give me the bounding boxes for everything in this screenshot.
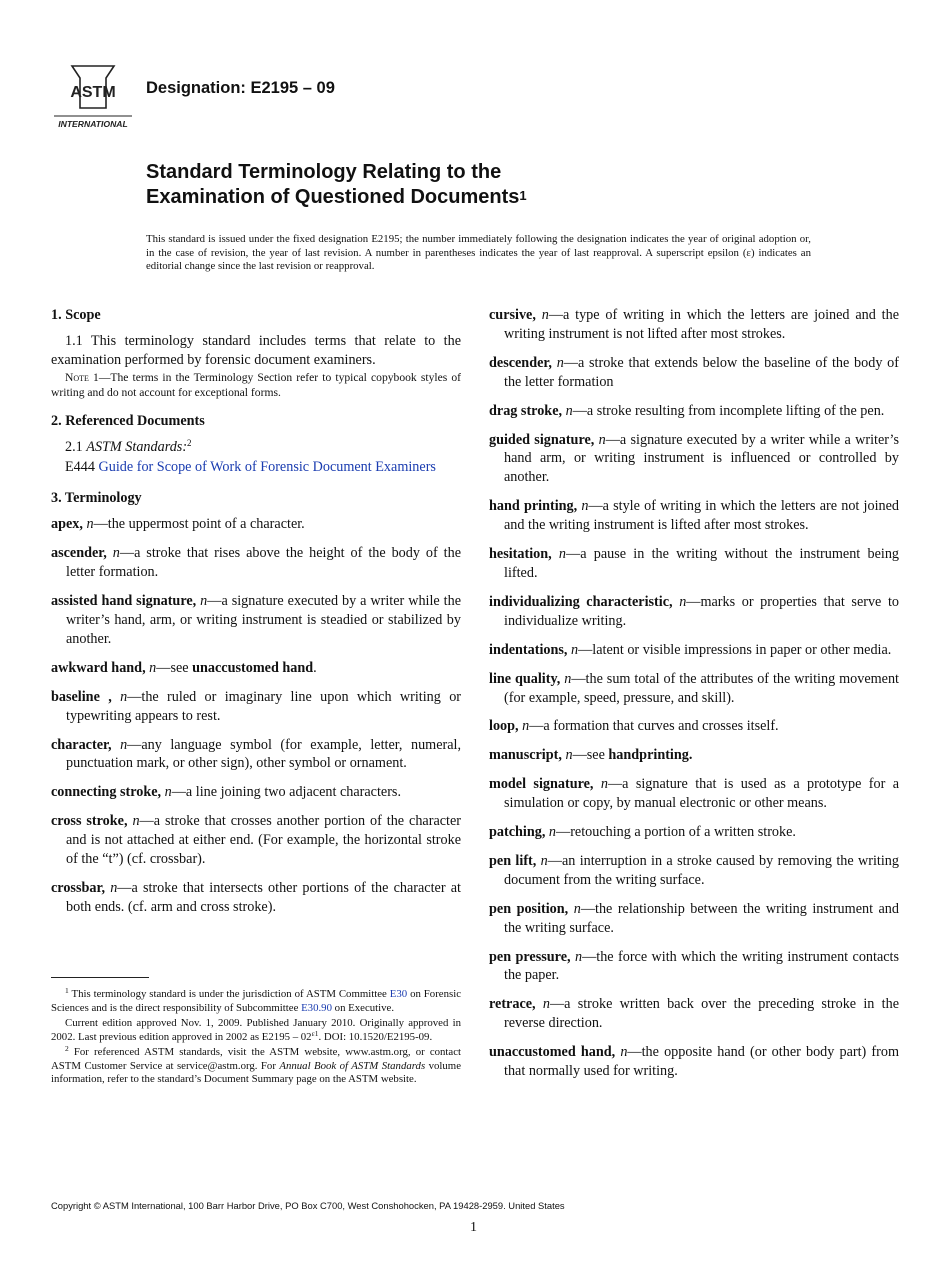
edition-sup: ε1 bbox=[311, 1028, 319, 1038]
fn2-mark: 2 bbox=[65, 1044, 69, 1053]
sub-number: 2.1 bbox=[65, 438, 83, 455]
left-column bbox=[51, 306, 461, 927]
term-entry bbox=[489, 593, 899, 631]
term-definition: —a formation that curves and crosses itself. bbox=[529, 718, 779, 735]
section-heading-terminology: 3. Terminology bbox=[51, 490, 142, 507]
copyright-line: Copyright © ASTM International, 100 Barr Harbor Drive, PO Box C700, West Conshohocken, PA 19428-2959. United States bbox=[51, 1200, 565, 1211]
term-entry bbox=[51, 736, 461, 774]
intro-paragraph: This standard is issued under the fixed designation E2195; the number immediately following the designation indicates the year of original adoption or, in the case of revision, the year of last revision. A number in parentheses indicates the year of last reapproval. A superscript epsilon (ε) indicates an editorial change since the last revision or reapproval. bbox=[146, 233, 811, 272]
term-pos: n bbox=[565, 402, 573, 419]
term-pos: n bbox=[200, 593, 208, 610]
term-entry bbox=[489, 1043, 899, 1081]
term-pos: n bbox=[620, 1044, 628, 1061]
term-entry bbox=[489, 306, 899, 344]
term-name: model signature, bbox=[489, 776, 594, 793]
term-definition: —a type of writing in which the letters are joined and the writing instrument is not lifted after most strokes. bbox=[504, 307, 900, 342]
term-definition: —see bbox=[156, 659, 193, 676]
term-name: loop, bbox=[489, 718, 519, 735]
term-pos: n bbox=[542, 996, 550, 1013]
fn1-text-a: This terminology standard is under the jurisdiction of ASTM Committee bbox=[71, 988, 390, 1000]
fn2-italic: Annual Book of ASTM Standards bbox=[279, 1059, 426, 1072]
term-name: descender, bbox=[489, 354, 552, 371]
term-pos: n bbox=[571, 641, 579, 658]
term-name: line quality, bbox=[489, 670, 561, 687]
edition-text-a: Current edition approved Nov. 1, 2009. Published January 2010. Originally approved in 2002. Last previous edition approved in 2002 as E2195 – 02 bbox=[51, 1017, 461, 1043]
term-definition: —a stroke that extends below the baseline of the body of the letter formation bbox=[504, 354, 899, 390]
section-heading-referenced: 2. Referenced Documents bbox=[51, 412, 205, 429]
term-see-reference: handprinting. bbox=[608, 747, 693, 764]
term-pos: n bbox=[541, 307, 549, 323]
note-text: —The terms in the Terminology Section refer to typical copybook styles of writing and do not account for exceptional forms. bbox=[51, 370, 461, 399]
term-pos: n bbox=[598, 431, 606, 448]
term-definition: —a stroke resulting from incomplete lifting of the pen. bbox=[572, 402, 885, 419]
term-name: individualizing characteristic, bbox=[489, 593, 673, 610]
term-definition: —a pause in the writing without the instrument being lifted. bbox=[504, 546, 900, 581]
page-number: 1 bbox=[470, 1220, 477, 1235]
logo-astm-text: ASTM bbox=[70, 84, 116, 101]
term-pos: n bbox=[573, 900, 581, 917]
term-see-reference: unaccustomed hand bbox=[192, 659, 314, 676]
term-entry bbox=[51, 659, 461, 678]
term-entry bbox=[489, 823, 899, 842]
term-entry bbox=[489, 545, 899, 583]
term-definition: —a signature executed by a writer while a writer’s hand arm, or writing instrument is influenced or controlled by another. bbox=[504, 431, 900, 486]
term-definition: —any language symbol (for example, letter, numeral, punctuation mark, or other sign), other symbol or ornament. bbox=[66, 736, 462, 772]
term-name: apex, bbox=[51, 516, 83, 533]
fn1-link-e30[interactable]: E30 bbox=[389, 988, 408, 1000]
term-pos: n bbox=[581, 498, 589, 515]
term-name: patching, bbox=[489, 824, 546, 841]
term-definition: —a stroke that rises above the height of the body of the letter formation. bbox=[66, 545, 461, 581]
footnotes bbox=[51, 988, 461, 1089]
footnote-divider bbox=[51, 977, 149, 978]
term-definition: —a line joining two adjacent characters. bbox=[171, 784, 401, 801]
term-entry bbox=[51, 592, 461, 649]
term-entry bbox=[51, 515, 461, 534]
term-definition: —the ruled or imaginary line upon which writing or typewriting appears to rest. bbox=[66, 688, 462, 724]
term-pos: n bbox=[558, 546, 567, 563]
referenced-subsection bbox=[51, 438, 461, 458]
fn1-text-b: on Forensic Sciences and is the direct responsibility of Subcommittee bbox=[51, 988, 461, 1014]
term-entry bbox=[51, 783, 461, 802]
term-name: ascender, bbox=[51, 545, 107, 562]
term-pos: n bbox=[556, 354, 564, 371]
term-definition: —a stroke written back over the preceding stroke in the reverse direction. bbox=[504, 996, 899, 1032]
fn2-text-a: For referenced ASTM standards, visit the ASTM website, www.astm.org, or contact ASTM Customer Service at service@astm.org. For bbox=[51, 1046, 461, 1072]
term-name: pen pressure, bbox=[489, 948, 571, 965]
title-line-2 bbox=[146, 185, 527, 212]
term-entry bbox=[51, 688, 461, 726]
term-pos: n bbox=[86, 516, 94, 533]
page-title bbox=[146, 160, 527, 211]
note-label: Note 1 bbox=[65, 370, 99, 384]
term-entry bbox=[51, 812, 461, 869]
term-pos: n bbox=[564, 670, 572, 687]
term-definition: —a signature executed by a writer while the writer’s hand, arm, or writing instrument is steadied or stabilized by another. bbox=[66, 593, 461, 647]
section-heading-scope: 1. Scope bbox=[51, 307, 101, 323]
term-pos: n bbox=[132, 813, 140, 830]
reference-item bbox=[51, 458, 461, 477]
term-entry bbox=[51, 879, 461, 917]
term-name: indentations, bbox=[489, 641, 568, 658]
term-tail: . bbox=[313, 659, 317, 676]
right-terms-list bbox=[489, 306, 899, 1081]
ref-link[interactable]: Guide for Scope of Work of Forensic Document Examiners bbox=[98, 458, 436, 475]
scope-note bbox=[51, 370, 461, 400]
term-definition: —the opposite hand (or other body part) from that normally used for writing. bbox=[504, 1044, 899, 1080]
term-entry bbox=[489, 402, 899, 421]
term-pos: n bbox=[110, 879, 118, 896]
term-pos: n bbox=[149, 659, 157, 676]
term-definition: —retouching a portion of a written stroke. bbox=[556, 824, 796, 841]
term-pos: n bbox=[120, 688, 128, 705]
scope-paragraph: 1.1 This terminology standard includes terms that relate to the examination performed by forensic document examiners. bbox=[51, 332, 461, 368]
designation: Designation: E2195 – 09 bbox=[146, 79, 335, 97]
term-name: pen position, bbox=[489, 900, 569, 917]
term-name: unaccustomed hand, bbox=[489, 1044, 616, 1061]
term-definition: —a stroke that crosses another portion of the character and is not attached at either end. (For example, the horizontal stroke of the “t”) (cf. crossbar). bbox=[66, 813, 461, 868]
title-line-1: Standard Terminology Relating to the bbox=[146, 161, 502, 183]
sub-label: ASTM Standards: bbox=[86, 438, 188, 455]
term-entry bbox=[489, 775, 899, 813]
term-pos: n bbox=[120, 736, 128, 753]
footnote-2 bbox=[51, 1046, 461, 1087]
fn1-mark: 1 bbox=[65, 986, 69, 995]
term-entry bbox=[489, 670, 899, 708]
right-column bbox=[489, 306, 899, 1091]
term-entry bbox=[489, 852, 899, 890]
term-definition: —the force with which the writing instrument contacts the paper. bbox=[504, 948, 900, 984]
term-definition: —a stroke that intersects other portions of the character at both ends. (cf. arm and cross stroke). bbox=[66, 879, 461, 915]
term-pos: n bbox=[522, 718, 530, 735]
term-entry bbox=[489, 717, 899, 736]
term-definition: —a style of writing in which the letters are not joined and the writing instrument is lifted after most strokes. bbox=[504, 498, 899, 534]
term-entry bbox=[51, 544, 461, 582]
term-name: hand printing, bbox=[489, 498, 578, 515]
term-pos: n bbox=[164, 784, 172, 801]
term-name: baseline , bbox=[51, 688, 112, 705]
term-definition: —the relationship between the writing instrument and the writing surface. bbox=[504, 900, 899, 936]
term-pos: n bbox=[574, 948, 583, 965]
fn2-text-b: volume information, refer to the standard’s Document Summary page on the ASTM website. bbox=[51, 1059, 461, 1085]
term-name: crossbar, bbox=[51, 879, 105, 896]
term-name: character, bbox=[51, 736, 112, 753]
term-definition: —an interruption in a stroke caused by removing the writing document from the writing surface. bbox=[504, 852, 899, 888]
term-definition: —the sum total of the attributes of the writing movement (for example, speed, pressure, and skill). bbox=[504, 670, 899, 706]
sub-footnote-mark: 2 bbox=[187, 437, 192, 448]
term-entry bbox=[489, 900, 899, 938]
edition-text-b: . DOI: 10.1520/E2195-09. bbox=[318, 1030, 433, 1043]
term-pos: n bbox=[540, 852, 548, 869]
astm-logo bbox=[50, 58, 136, 132]
term-entry bbox=[489, 431, 899, 488]
term-entry bbox=[489, 497, 899, 535]
term-definition: —the uppermost point of a character. bbox=[93, 516, 305, 533]
term-name: cursive, bbox=[489, 307, 536, 323]
term-pos: n bbox=[565, 747, 573, 764]
term-name: awkward hand, bbox=[51, 659, 146, 676]
term-entry bbox=[489, 746, 899, 765]
term-definition: —marks or properties that serve to individualize writing. bbox=[504, 593, 900, 629]
footnote-edition bbox=[51, 1017, 461, 1044]
term-pos: n bbox=[112, 545, 120, 562]
term-name: assisted hand signature, bbox=[51, 593, 197, 610]
term-pos: n bbox=[679, 593, 687, 610]
term-pos: n bbox=[548, 824, 557, 841]
term-name: pen lift, bbox=[489, 852, 537, 869]
left-terms-list bbox=[51, 515, 461, 916]
term-name: guided signature, bbox=[489, 431, 595, 448]
term-name: connecting stroke, bbox=[51, 784, 162, 801]
term-entry bbox=[489, 641, 899, 660]
title-footnote-mark: 1 bbox=[519, 187, 527, 203]
fn1-link-e3090[interactable]: E30.90 bbox=[301, 1001, 332, 1014]
term-entry bbox=[489, 354, 899, 392]
ref-code: E444 bbox=[65, 458, 95, 475]
term-entry bbox=[489, 948, 899, 986]
term-definition: —a signature that is used as a prototype for a simulation or copy, by manual electronic or other means. bbox=[504, 776, 899, 812]
term-name: drag stroke, bbox=[489, 402, 563, 419]
title-line-2-text: Examination of Questioned Documents bbox=[146, 185, 520, 208]
logo-international-text: INTERNATIONAL bbox=[58, 119, 128, 129]
footnote-1 bbox=[51, 988, 461, 1015]
term-name: hesitation, bbox=[489, 546, 552, 563]
term-definition: —see bbox=[572, 747, 609, 764]
fn1-text-c: on Executive. bbox=[331, 1001, 395, 1014]
term-entry bbox=[489, 995, 899, 1033]
term-name: cross stroke, bbox=[51, 813, 128, 830]
term-name: retrace, bbox=[489, 996, 536, 1013]
term-name: manuscript, bbox=[489, 747, 562, 764]
term-pos: n bbox=[600, 776, 608, 793]
term-definition: —latent or visible impressions in paper or other media. bbox=[578, 641, 892, 658]
